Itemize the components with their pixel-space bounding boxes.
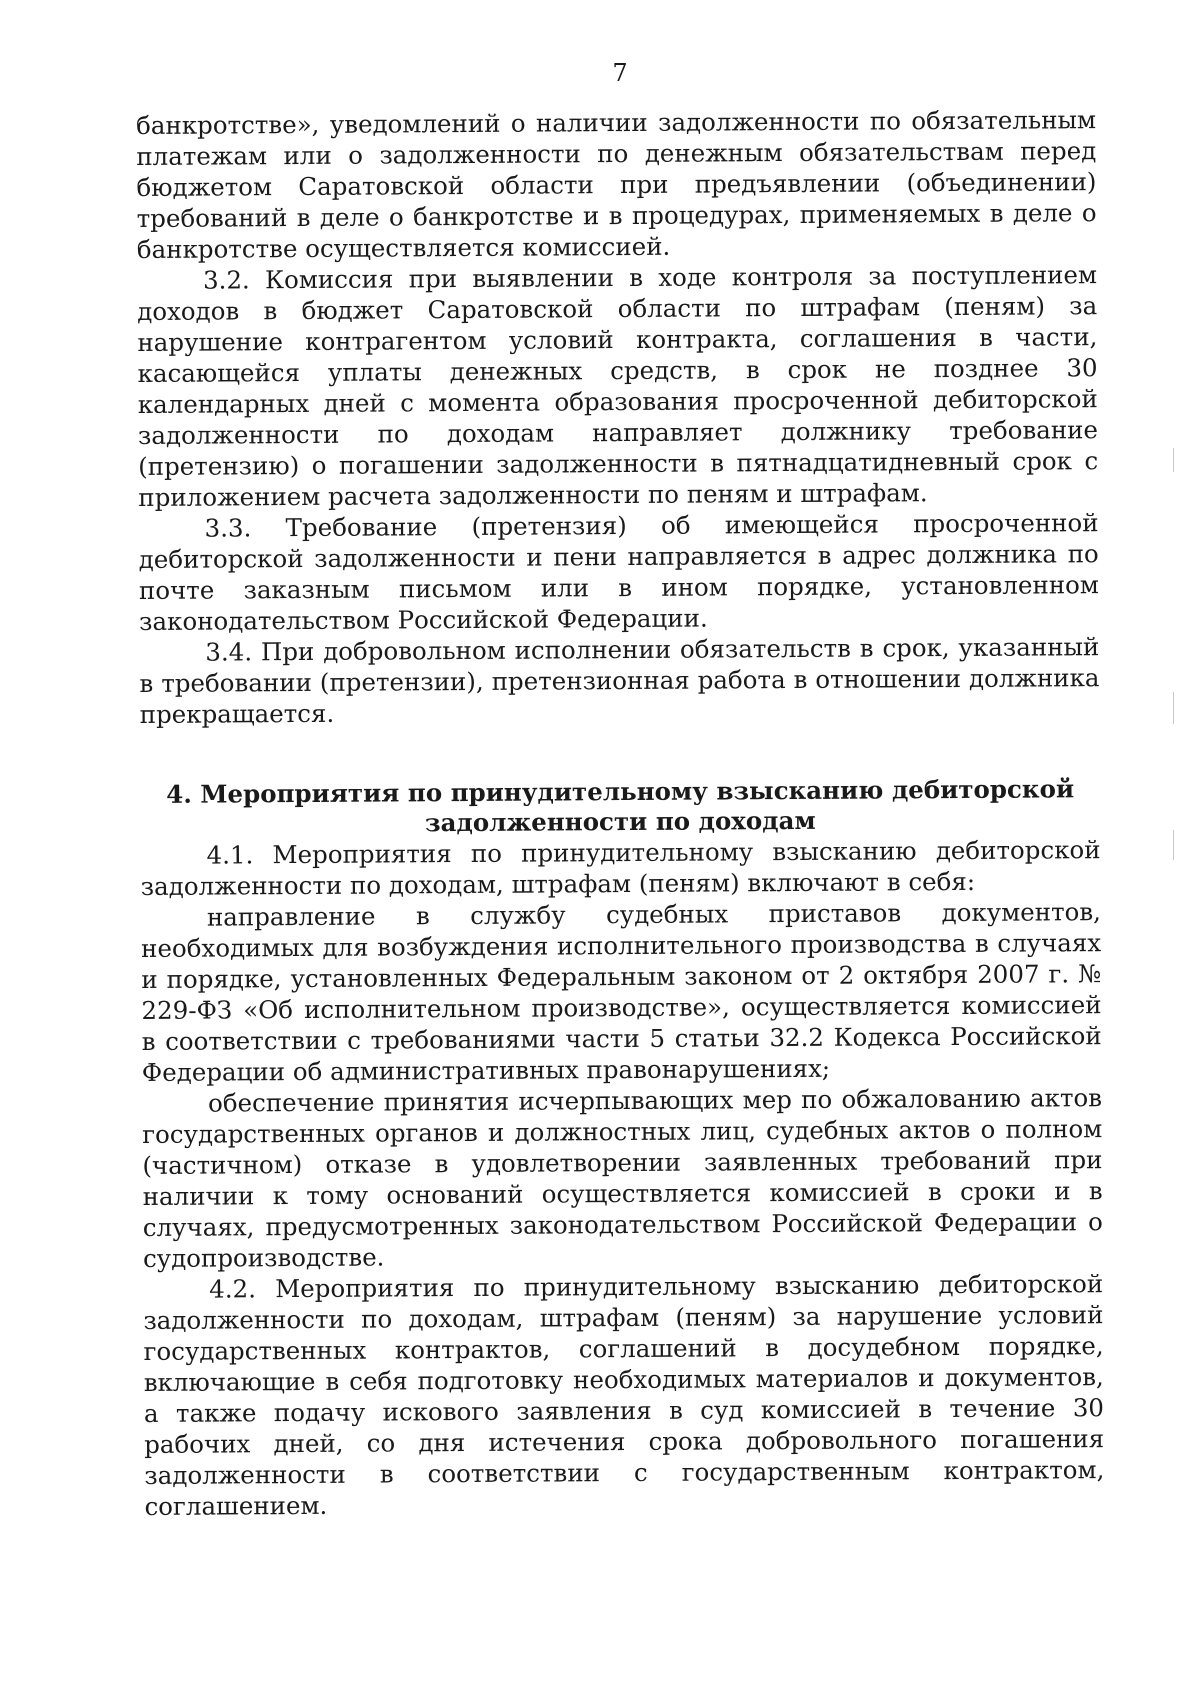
paragraph-3-2: 3.2. Комиссия при выявлении в ходе контроля за поступлением доходов в бюджет Саратовской области по штрафам (пеням) за нарушение контрагентом условий контракта, соглашения в части, касающейся уплаты денежных средств, в срок не позднее 30 календарных дней с момента образования просроченной дебиторской задолженности по доходам направляет должнику требование (претензию) о погашении задолженности в пятнадцатидневный срок с приложением расчета задолженности по пеням и штрафам. xyxy=(137,260,1099,512)
paragraph-4-1: 4.1. Мероприятия по принудительному взысканию дебиторской задолженности по доходам, штрафам (пеням) включают в себя: xyxy=(140,835,1101,901)
paragraph-4-2: 4.2. Мероприятия по принудительному взысканию дебиторской задолженности по доходам, штрафам (пеням) за нарушение условий государственных контрактов, соглашений в досудебном порядке, включающие в себя подготовку необходимых материалов и документов, а также подачу искового заявления в суд комиссией в течение 30 рабочих дней, со дня истечения срока добровольного погашения задолженности в соответствии с государственным контрактом, соглашением. xyxy=(143,1269,1105,1521)
scan-edge-mark xyxy=(1173,448,1174,472)
paragraph-4-1-item-1: направление в службу судебных приставов документов, необходимых для возбуждения исполнительного производства в случаях и порядке, установленных Федеральным законом от 2 октября 2007 г. № 229-ФЗ «Об исполнительном производстве», осуществляется комиссией в соответствии с требованиями части 5 статьи 32.2 Кодекса Российской Федерации об административных правонарушениях; xyxy=(141,897,1102,1087)
section-4-title xyxy=(140,774,1100,840)
section-title-line-1: 4. Мероприятия по принудительному взысканию дебиторской xyxy=(166,774,1075,809)
scan-edge-mark xyxy=(1173,830,1174,860)
paragraph-3-4: 3.4. При добровольном исполнении обязательств в срок, указанный в требовании (претензии), претензионная работа в отношении должника прекращается. xyxy=(139,632,1100,729)
paragraph-4-1-item-2: обеспечение принятия исчерпывающих мер по обжалованию актов государственных органов и должностных лиц, судебных актов о полном (частичном) отказе в удовлетворении заявленных требований при наличии к тому оснований осуществляется комиссией в сроки и в случаях, предусмотренных законодательством Российской Федерации о судопроизводстве. xyxy=(142,1083,1103,1273)
paragraph-3-3: 3.3. Требование (претензия) об имеющейся просроченной дебиторской задолженности и пени направляется в адрес должника по почте заказным письмом или в ином порядке, установленном законодательством Российской Федерации. xyxy=(138,508,1100,636)
paragraph-continuation: банкротстве», уведомлений о наличии задолженности по обязательным платежам или о задолженности по денежным обязательствам перед бюджетом Саратовской области при предъявлении (объединении) требований в деле о банкротстве и в процедурах, применяемых в деле о банкротстве осуществляется комиссией. xyxy=(136,105,1097,264)
document-body xyxy=(136,104,1105,1522)
scan-edge-mark xyxy=(1173,692,1174,724)
section-title-line-2: задолженности по доходам xyxy=(424,805,816,838)
page-number: 7 xyxy=(612,59,628,87)
